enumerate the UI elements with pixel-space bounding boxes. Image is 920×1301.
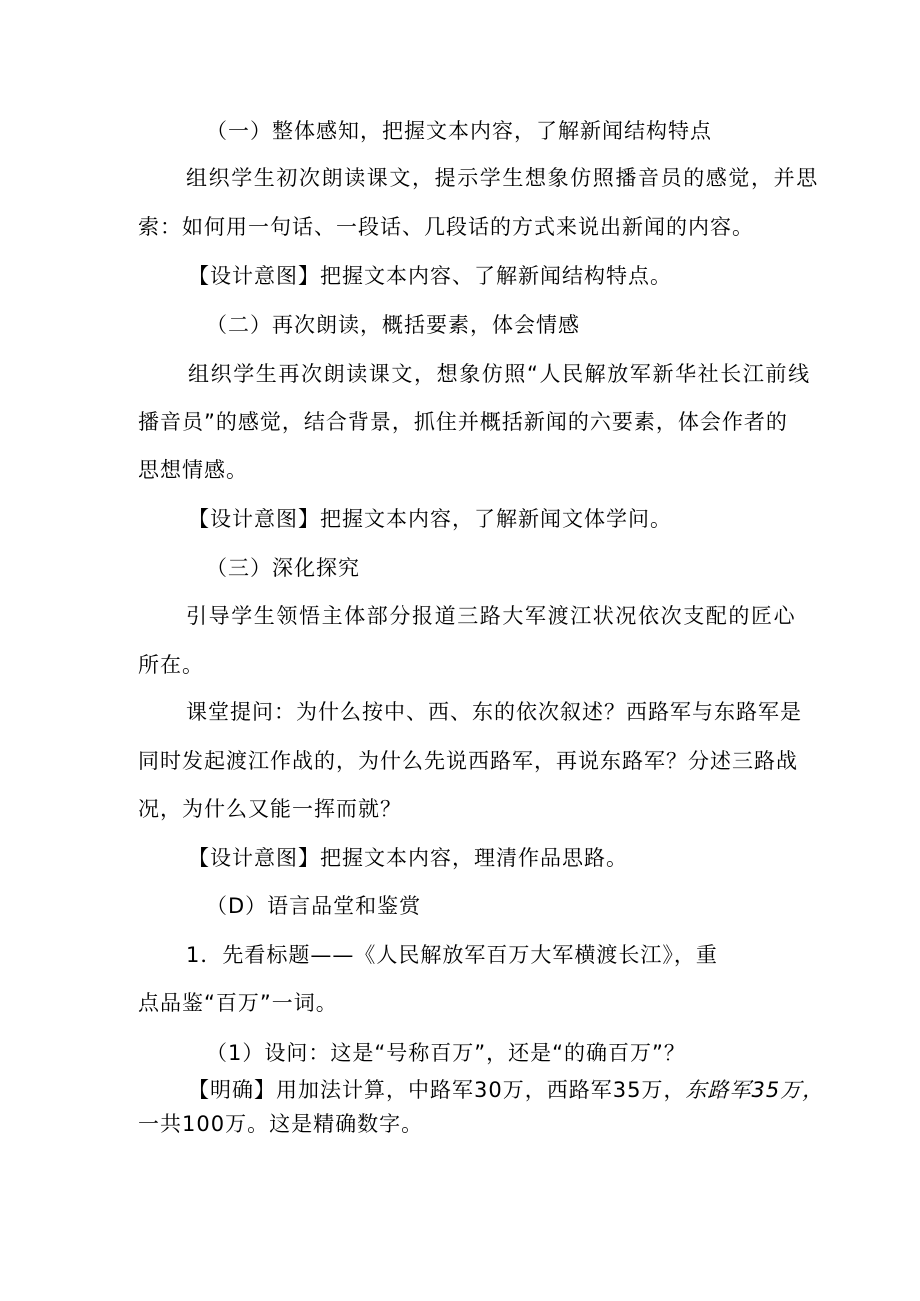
- paragraph-line: 组织学生再次朗读课文，想象仿照“人民解放军新华社长江前线: [188, 362, 811, 386]
- question-line: 同时发起渡江作战的，为什么先说西路军，再说东路军？分述三路战: [138, 749, 798, 773]
- section-heading-2: （二）再次朗读，概括要素，体会情感: [206, 313, 580, 337]
- answer-text-italic: 东路军35万，: [685, 1078, 825, 1102]
- question-line: 况，为什么又能一挥而就？: [138, 797, 402, 821]
- paragraph-line: 所在。: [138, 653, 204, 677]
- list-item-line: 1．先看标题——《人民解放军百万大军横渡长江》，重: [186, 943, 718, 967]
- paragraph-line: 索：如何用一句话、一段话、几段话的方式来说出新闻的内容。: [138, 215, 754, 239]
- question-line: 课堂提问：为什么按中、西、东的依次叙述？西路军与东路军是: [186, 700, 802, 724]
- paragraph-line: 思想情感。: [138, 458, 248, 482]
- answer-line: [188, 1075, 824, 1105]
- sub-question: （1）设问：这是“号称百万”，还是“的确百万”？: [206, 1041, 686, 1065]
- design-intent-1: 【设计意图】把握文本内容、了解新闻结构特点。: [188, 264, 672, 288]
- design-intent-2: 【设计意图】把握文本内容，了解新闻文体学问。: [188, 507, 672, 531]
- paragraph-line: 引导学生领悟主体部分报道三路大军渡江状况依次支配的匠心: [186, 604, 797, 628]
- design-intent-3: 【设计意图】把握文本内容，理清作品思路。: [188, 846, 628, 870]
- section-heading-1: （一）整体感知，把握文本内容，了解新闻结构特点: [206, 119, 712, 143]
- list-item-line: 点品鉴“百万”一词。: [138, 991, 338, 1015]
- paragraph-line: 播音员”的感觉，结合背景，抓住并概括新闻的六要素，体会作者的: [138, 410, 788, 434]
- answer-line: 一共100万。这是精确数字。: [138, 1112, 424, 1136]
- section-heading-3: （三）深化探究: [206, 556, 360, 580]
- section-heading-4: （D）语言品堂和鉴赏: [206, 894, 422, 918]
- answer-text: 【明确】用加法计算，中路军30万，西路军35万，: [188, 1078, 686, 1102]
- paragraph-line: 组织学生初次朗读课文，提示学生想象仿照播音员的感觉，并思: [186, 166, 819, 190]
